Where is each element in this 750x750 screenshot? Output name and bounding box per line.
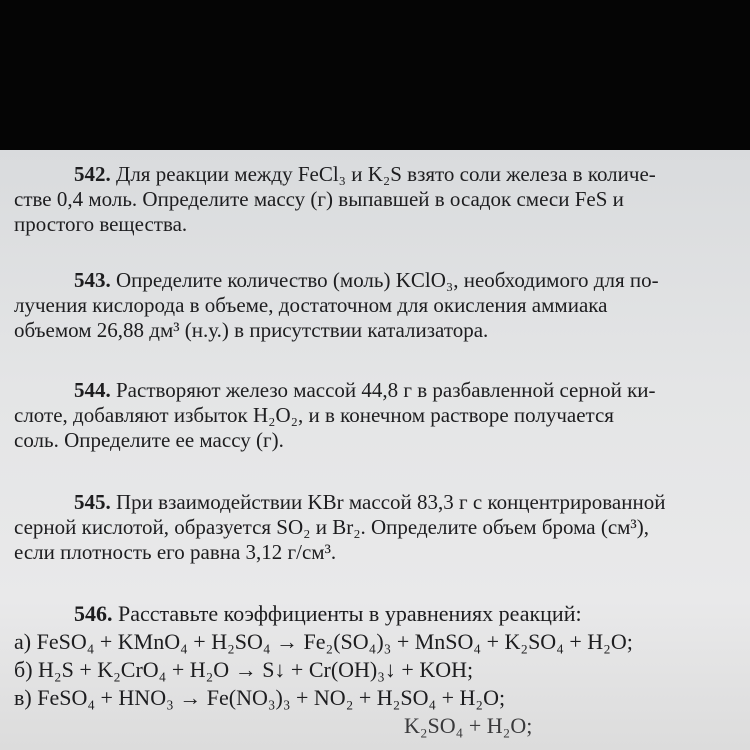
problem-line: слоте, добавляют избыток H₂O₂, и в конечном растворе получается — [14, 403, 614, 427]
problem-line: объемом 26,88 дм³ (н.у.) в присутствии катализатора. — [14, 318, 489, 342]
problem-546 — [14, 600, 726, 740]
problem-line: лучения кислорода в объеме, достаточном для окисления аммиака — [14, 293, 608, 317]
problem-line: если плотность его равна 3,12 г/см³. — [14, 540, 337, 564]
problem-number: 544. — [74, 378, 111, 402]
problem-number: 545. — [74, 490, 111, 514]
problem-line — [14, 600, 726, 628]
problem-544 — [14, 378, 726, 453]
problem-543 — [14, 268, 726, 343]
equation-b: б) H₂S + K₂CrO₄ + H₂O → S↓ + Cr(OH)₃↓ + KOH; — [14, 657, 474, 682]
problem-line: стве 0,4 моль. Определите массу (г) выпавшей в осадок смеси FeS и — [14, 187, 624, 211]
problem-542 — [14, 162, 726, 237]
problem-line — [14, 162, 726, 187]
problem-text: Расставьте коэффициенты в уравнениях реакций: — [118, 601, 582, 626]
problem-text: При взаимодействии KBr массой 83,3 г с концентрированной — [116, 490, 666, 514]
problem-number: 543. — [74, 268, 111, 292]
problem-545 — [14, 490, 726, 565]
problem-line — [14, 378, 726, 403]
textbook-page — [0, 150, 750, 750]
equation-cut-off: K₂SO₄ + H₂O; — [404, 713, 533, 738]
problem-line: серной кислотой, образуется SO₂ и Br₂. Определите объем брома (см³), — [14, 515, 649, 539]
problem-number: 542. — [74, 162, 111, 186]
problem-text: Определите количество (моль) KClO₃, необходимого для по- — [116, 268, 659, 292]
problem-line — [14, 490, 726, 515]
equation-a: а) FeSO₄ + KMnO₄ + H₂SO₄ → Fe₂(SO₄)₃ + MnSO₄ + K₂SO₄ + H₂O; — [14, 629, 633, 654]
equation-c: в) FeSO₄ + HNO₃ → Fe(NO₃)₃ + NO₂ + H₂SO₄ + H₂O; — [14, 685, 506, 710]
problem-line: соль. Определите ее массу (г). — [14, 428, 284, 452]
problem-line: простого вещества. — [14, 212, 188, 236]
problem-text: Растворяют железо массой 44,8 г в разбавленной серной ки- — [116, 378, 656, 402]
problem-number: 546. — [74, 601, 113, 626]
problem-text: Для реакции между FeCl₃ и K₂S взято соли железа в количе- — [116, 162, 656, 186]
problem-line — [14, 268, 726, 293]
